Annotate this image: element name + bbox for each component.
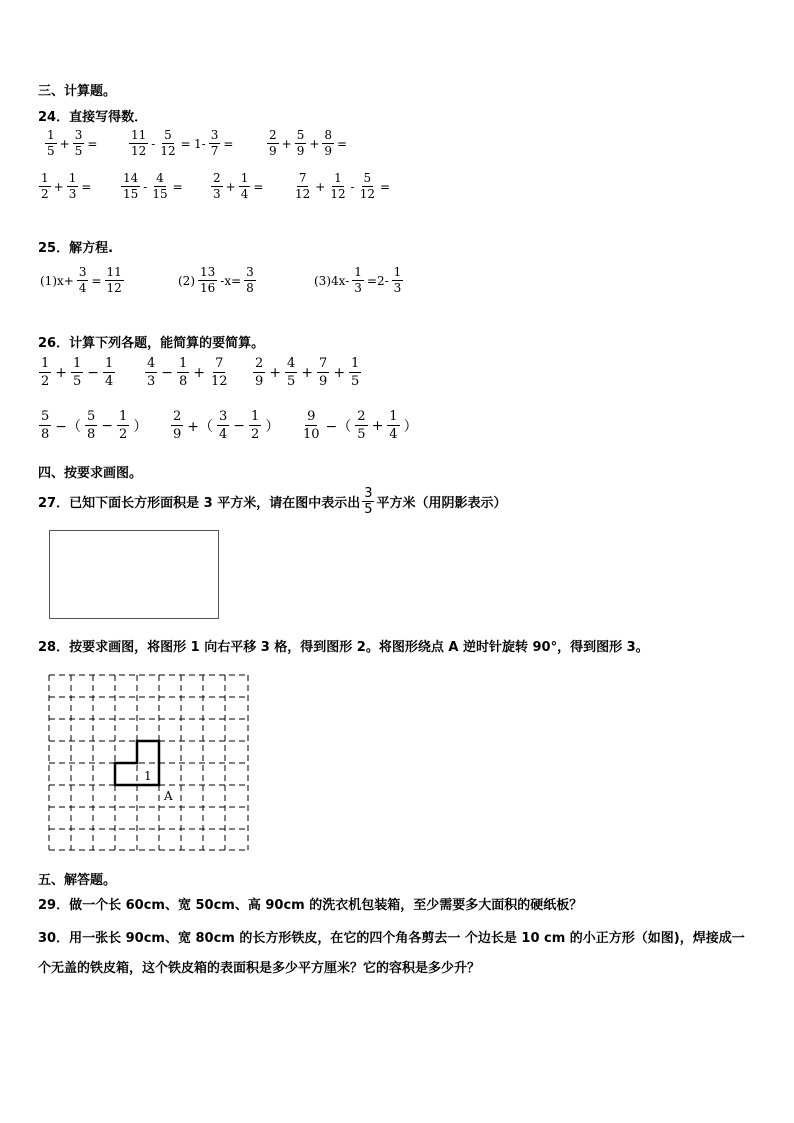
numerator: 7	[298, 171, 307, 185]
fraction	[253, 355, 265, 390]
denominator: 8	[87, 427, 96, 442]
q26-expr	[252, 355, 362, 390]
operator: ）	[265, 418, 280, 435]
question-25-label: 25．解方程.	[38, 241, 114, 256]
denominator: 4	[389, 427, 398, 442]
operator: +	[315, 179, 326, 194]
denominator: 9	[255, 374, 264, 389]
q27-text-post: 平方米（用阴影表示）	[376, 496, 507, 511]
operator: −	[87, 364, 100, 381]
fraction	[352, 265, 364, 296]
rectangle-figure	[49, 530, 219, 619]
denominator: 8	[41, 427, 50, 442]
fraction	[73, 128, 85, 159]
numerator: 1	[68, 171, 77, 185]
fraction	[145, 355, 157, 390]
numerator: 2	[213, 171, 221, 185]
q25-expr	[176, 265, 257, 296]
operator: =	[180, 136, 191, 151]
numerator: 13	[200, 265, 216, 279]
operator: +	[59, 136, 70, 151]
operator: −（	[325, 418, 352, 435]
fraction	[198, 265, 217, 296]
numerator: 2	[357, 409, 366, 424]
numerator: 5	[164, 128, 172, 142]
operator: =	[172, 179, 183, 194]
operator: 1-	[194, 136, 206, 151]
fraction	[171, 408, 183, 443]
operator: +	[281, 136, 292, 151]
operator: (2)	[178, 273, 195, 288]
numerator: 4	[147, 356, 156, 371]
numerator: 5	[87, 409, 96, 424]
numerator: 1	[119, 409, 128, 424]
denominator: 2	[41, 187, 49, 201]
dashed-grid-figure	[48, 674, 250, 852]
q26-expr	[38, 355, 116, 390]
operator: +	[55, 364, 68, 381]
question-26-label: 26．计算下列各题，能简算的要简算。	[38, 336, 265, 351]
q24-expr	[38, 171, 93, 202]
numerator: 1	[105, 356, 114, 371]
denominator: 9	[319, 374, 328, 389]
operator: =	[223, 136, 234, 151]
operator: -	[143, 179, 148, 194]
fraction	[209, 355, 230, 390]
section-3-title: 三、计算题。	[38, 84, 117, 99]
numerator: 1	[73, 356, 82, 371]
fraction	[301, 408, 322, 443]
numerator: 1	[393, 265, 402, 279]
operator: =	[87, 136, 98, 151]
numerator: 1	[41, 356, 50, 371]
operator: +（	[187, 418, 214, 435]
fraction	[317, 355, 329, 390]
numerator: 1	[41, 171, 49, 185]
fraction	[295, 128, 307, 159]
q26-expr	[38, 408, 150, 443]
fraction	[39, 408, 51, 443]
fraction	[358, 171, 377, 202]
numerator: 2	[269, 128, 277, 142]
denominator: 12	[330, 187, 346, 201]
numerator: 4	[156, 171, 164, 185]
fraction	[322, 128, 334, 159]
numerator: 1	[334, 171, 342, 185]
q27-fraction-den: 5	[364, 502, 373, 517]
operator: (1)x+	[40, 273, 74, 288]
operator: =	[81, 179, 92, 194]
fraction	[39, 355, 51, 390]
numerator: 9	[307, 409, 316, 424]
numerator: 11	[106, 265, 122, 279]
fraction	[39, 171, 51, 202]
denominator: 15	[123, 187, 139, 201]
fraction	[392, 265, 404, 296]
q24-expr	[210, 171, 265, 202]
denominator: 5	[287, 374, 296, 389]
q24-expr	[128, 128, 193, 159]
q24-expr	[266, 128, 349, 159]
operator: +	[225, 179, 236, 194]
fraction	[67, 171, 79, 202]
fraction	[150, 171, 169, 202]
denominator: 5	[351, 374, 360, 389]
operator: -	[151, 136, 156, 151]
numerator: 3	[246, 265, 254, 279]
operator: +	[333, 364, 346, 381]
fraction	[71, 355, 83, 390]
fraction	[328, 171, 347, 202]
q26-expr	[170, 408, 282, 443]
denominator: 5	[357, 427, 366, 442]
denominator: 9	[296, 144, 305, 158]
numerator: 1	[179, 356, 188, 371]
denominator: 16	[200, 281, 216, 295]
point-a-label: A	[164, 789, 173, 803]
denominator: 3	[393, 281, 402, 295]
fraction	[387, 408, 399, 443]
q26-expr	[144, 355, 231, 390]
denominator: 12	[295, 187, 311, 201]
denominator: 15	[152, 187, 168, 201]
operator: =	[91, 273, 102, 288]
fraction	[158, 128, 177, 159]
fraction	[117, 408, 129, 443]
fraction	[355, 408, 367, 443]
q24-expr	[120, 171, 185, 202]
denominator: 7	[210, 144, 219, 158]
numerator: 8	[324, 128, 333, 142]
numerator: 3	[74, 128, 83, 142]
fraction	[293, 171, 312, 202]
denominator: 8	[179, 374, 188, 389]
denominator: 4	[78, 281, 87, 295]
operator: =	[253, 179, 264, 194]
denominator: 3	[68, 187, 77, 201]
operator: −（	[55, 418, 82, 435]
q27-fraction-num: 3	[364, 486, 373, 501]
numerator: 5	[363, 171, 372, 185]
denominator: 3	[147, 374, 156, 389]
operator: +	[309, 136, 320, 151]
fraction	[249, 408, 261, 443]
operator: +	[53, 179, 64, 194]
q27-text-pre: 27．已知下面长方形面积是 3 平方米，请在图中表示出	[38, 496, 361, 511]
fraction	[103, 355, 115, 390]
numerator: 3	[210, 128, 219, 142]
operator: =	[379, 179, 391, 194]
denominator: 5	[73, 374, 82, 389]
fraction	[267, 128, 279, 159]
q24-expr	[44, 128, 99, 159]
section-4-title: 四、按要求画图。	[38, 466, 143, 481]
fraction	[217, 408, 229, 443]
operator: -	[350, 179, 355, 194]
numerator: 2	[255, 356, 264, 371]
question-30-line1: 30．用一张长 90cm、宽 80cm 的长方形铁皮，在它的四个角各剪去一 个边长是 10 cm 的小正方形（如图)，焊接成一	[38, 931, 745, 946]
operator: =2-	[366, 273, 389, 288]
denominator: 12	[160, 144, 176, 158]
fraction	[177, 355, 189, 390]
fraction	[285, 355, 297, 390]
operator: ）	[133, 418, 148, 435]
fraction	[121, 171, 140, 202]
numerator: 7	[215, 356, 224, 371]
fraction	[244, 265, 256, 296]
q25-expr	[312, 265, 404, 296]
numerator: 1	[351, 356, 360, 371]
operator: −	[233, 417, 246, 434]
denominator: 4	[219, 427, 228, 442]
denominator: 8	[246, 281, 254, 295]
operator: ）	[403, 418, 418, 435]
denominator: 10	[303, 427, 320, 442]
denominator: 12	[211, 374, 228, 389]
q25-expr	[38, 265, 125, 296]
operator: +	[193, 364, 206, 381]
denominator: 12	[106, 281, 122, 295]
numerator: 1	[251, 409, 260, 424]
numerator: 1	[354, 265, 362, 279]
fraction	[85, 408, 97, 443]
denominator: 12	[131, 144, 147, 158]
denominator: 3	[213, 187, 221, 201]
fraction	[105, 265, 124, 296]
denominator: 4	[105, 374, 114, 389]
operator: (3)4x-	[314, 273, 350, 288]
numerator: 1	[240, 171, 249, 185]
fraction	[77, 265, 89, 296]
operator: +	[301, 364, 314, 381]
section-5-title: 五、解答题。	[38, 873, 117, 888]
fraction	[211, 171, 223, 202]
q26-expr	[300, 408, 421, 443]
question-28-label: 28．按要求画图，将图形 1 向右平移 3 格，得到图形 2。将图形绕点 A 逆时针旋转 90°，得到图形 3。	[38, 640, 649, 655]
denominator: 9	[324, 144, 333, 158]
operator: −	[101, 417, 114, 434]
numerator: 1	[389, 409, 398, 424]
denominator: 9	[173, 427, 182, 442]
fraction	[209, 128, 221, 159]
denominator: 5	[74, 144, 83, 158]
operator: =	[337, 136, 348, 151]
numerator: 4	[287, 356, 296, 371]
question-24-label: 24．直接写得数．	[38, 110, 148, 125]
denominator: 5	[47, 144, 55, 158]
numerator: 2	[173, 409, 182, 424]
denominator: 2	[251, 427, 260, 442]
question-30-line2: 个无盖的铁皮箱，这个铁皮箱的表面积是多少平方厘米？它的容积是多少升？	[38, 961, 481, 976]
denominator: 2	[119, 427, 128, 442]
fraction	[45, 128, 57, 159]
fraction	[129, 128, 148, 159]
grid-lines	[49, 675, 248, 850]
question-27-label	[38, 486, 507, 517]
figure-1-label: 1	[144, 769, 152, 783]
denominator: 2	[41, 374, 50, 389]
numerator: 11	[131, 128, 147, 142]
denominator: 9	[269, 144, 277, 158]
numerator: 7	[319, 356, 328, 371]
denominator: 12	[359, 187, 375, 201]
numerator: 5	[296, 128, 305, 142]
operator: +	[371, 417, 384, 434]
fraction	[349, 355, 361, 390]
q27-fraction	[362, 486, 374, 517]
operator: -x=	[220, 273, 242, 288]
operator: −	[161, 364, 174, 381]
numerator: 3	[78, 265, 87, 279]
denominator: 4	[240, 187, 249, 201]
numerator: 3	[219, 409, 228, 424]
fraction	[239, 171, 251, 202]
denominator: 3	[354, 281, 362, 295]
numerator: 5	[41, 409, 50, 424]
q24-expr	[192, 128, 235, 159]
numerator: 1	[47, 128, 55, 142]
question-29-label: 29．做一个长 60cm、宽 50cm、高 90cm 的洗衣机包装箱，至少需要多大面积的硬纸板？	[38, 898, 583, 913]
operator: +	[269, 364, 282, 381]
numerator: 14	[123, 171, 139, 185]
q24-expr	[292, 171, 392, 202]
